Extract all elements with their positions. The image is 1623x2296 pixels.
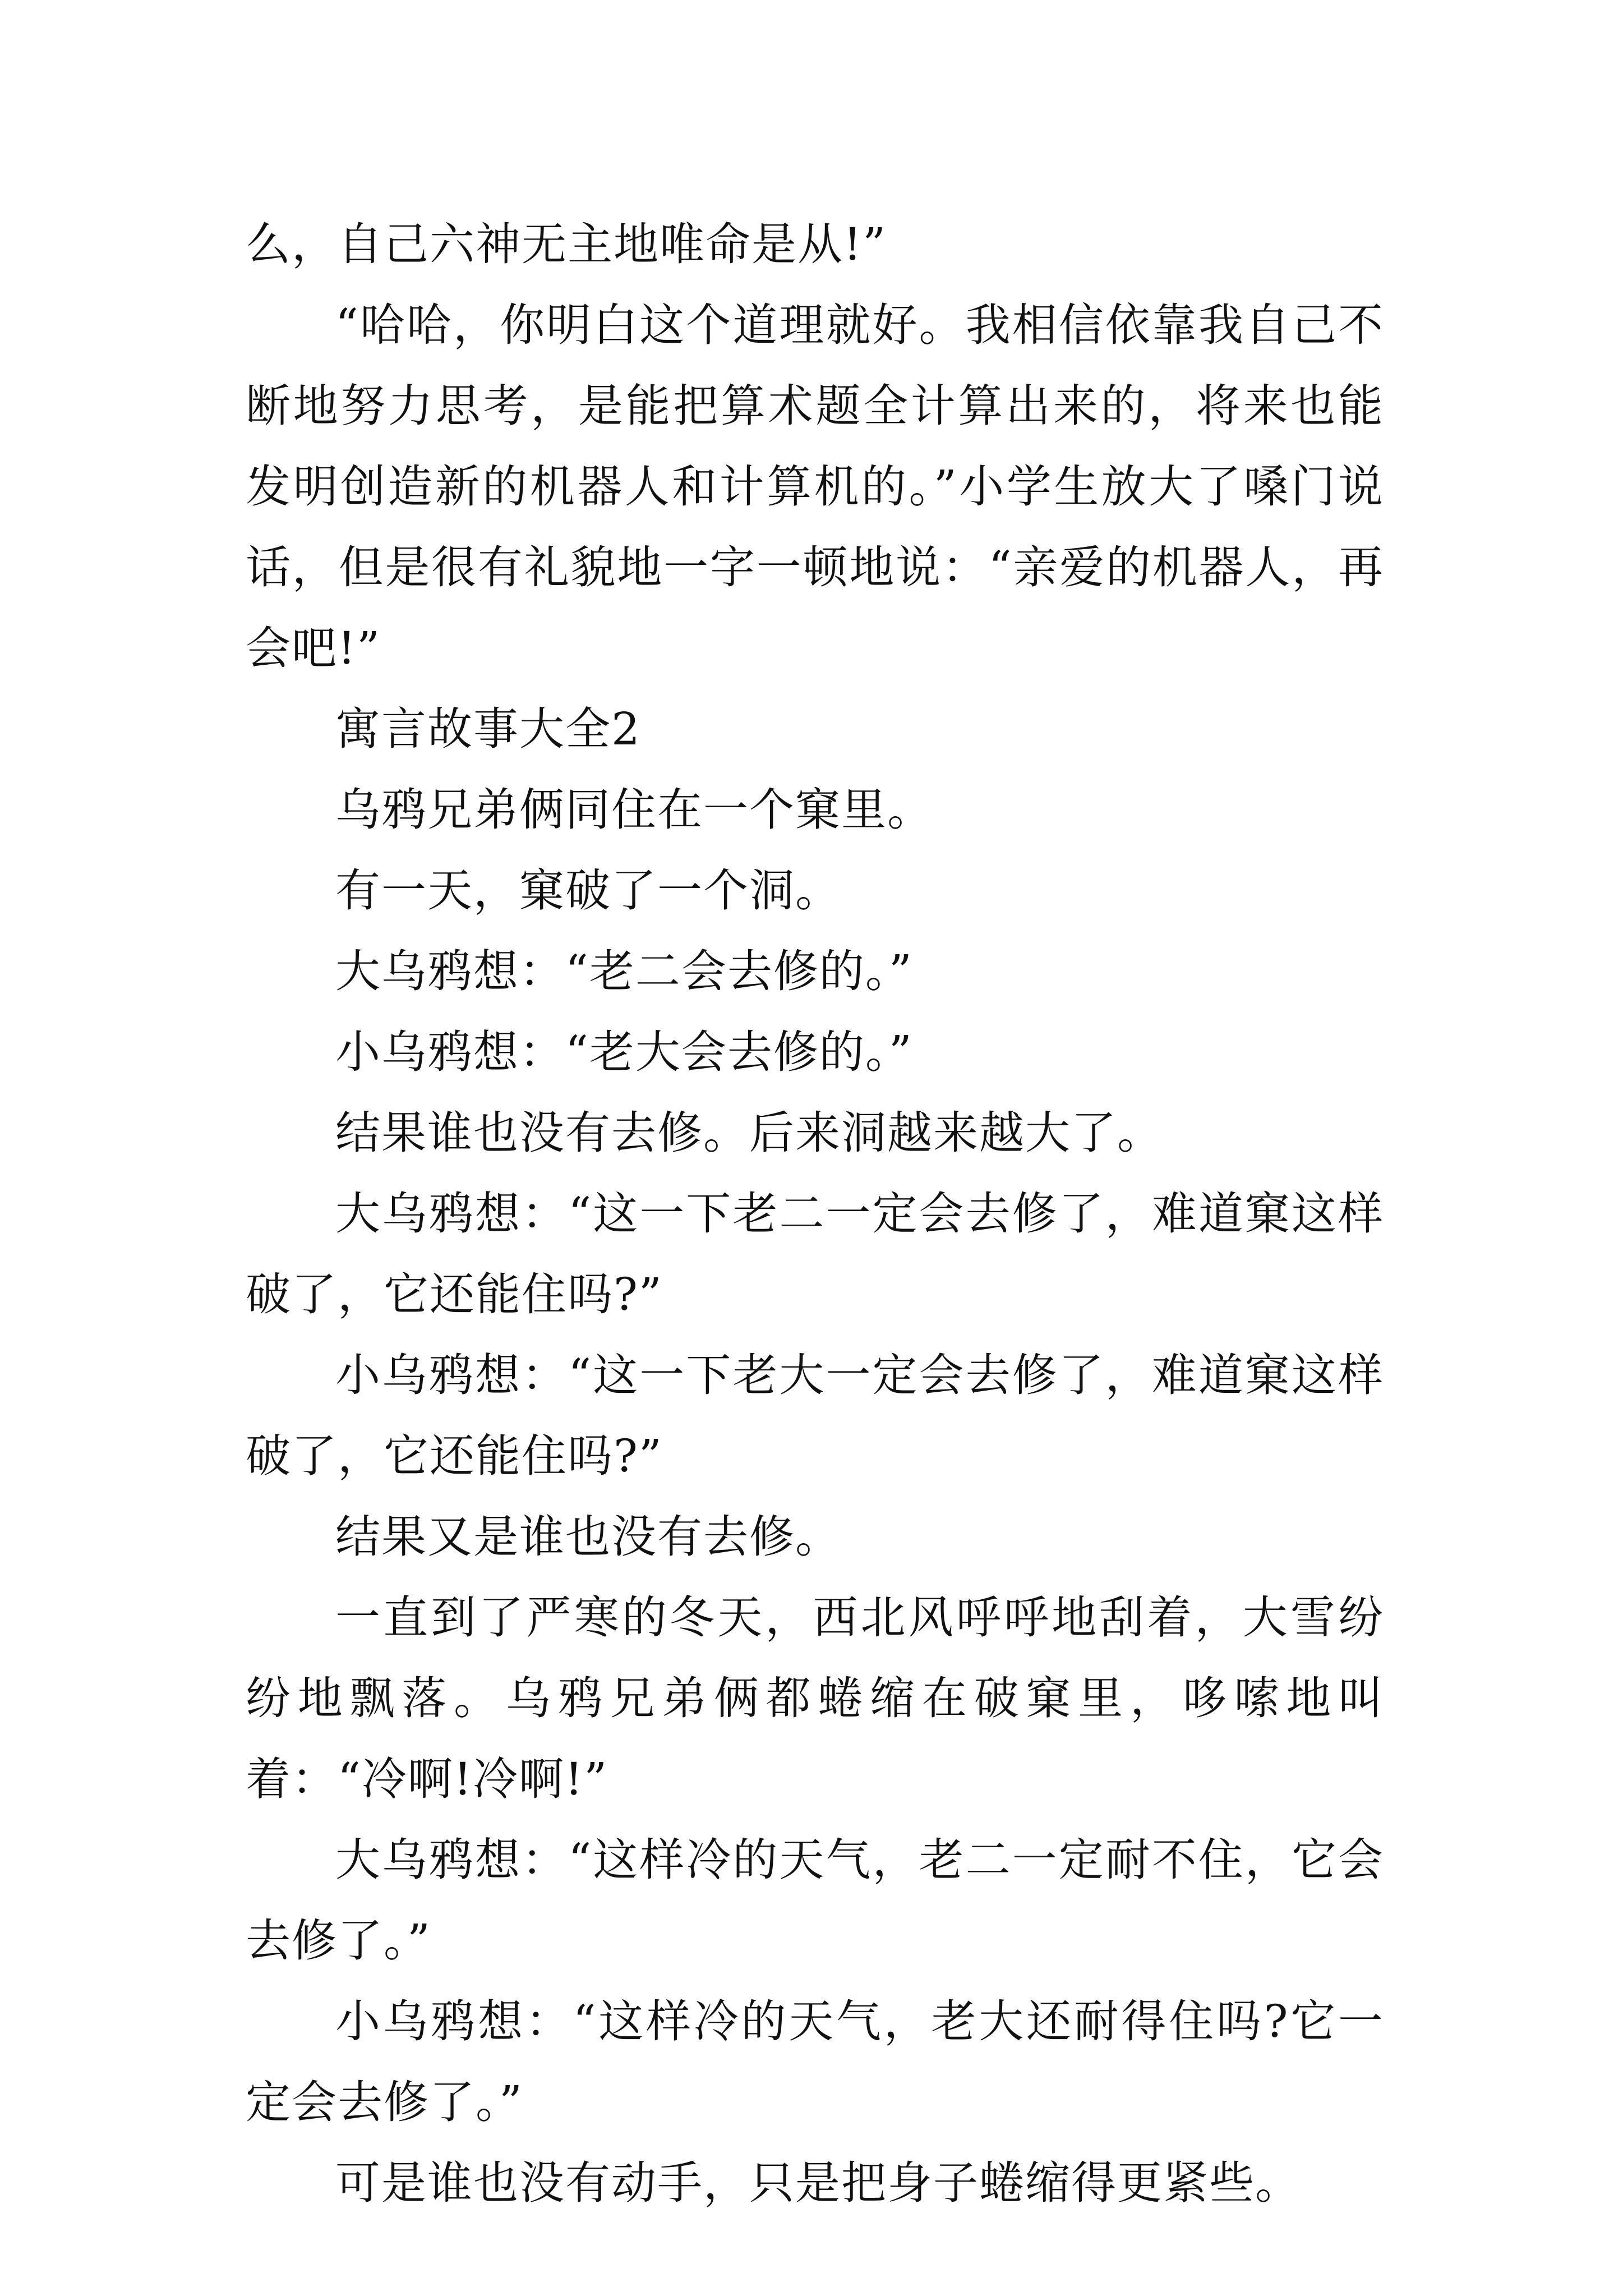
body-text [246,204,1384,2224]
paragraph: 小乌鸦想：“老大会去修的。” [335,1026,913,1078]
section-heading: 寓言故事大全2 [335,703,641,755]
paragraph: 一直到了严寒的冬天，西北风呼呼地刮着，大雪纷纷地飘落。乌鸦兄弟俩都蜷缩在破窠里，哆嗦地叫着：“冷啊!冷啊!” [246,1591,1384,1805]
paragraph: 大乌鸦想：“这一下老二一定会去修了，难道窠这样破了，它还能住吗?” [246,1188,1384,1320]
paragraph: 么，自己六神无主地唯命是从!” [246,218,887,270]
paragraph: “哈哈，你明白这个道理就好。我相信依靠我自己不断地努力思考，是能把算术题全计算出来的，将来也能发明创造新的机器人和计算机的。”小学生放大了嗓门说话，但是很有礼貌地一字一顿地说：“亲爱的机器人，再会吧!” [246,299,1384,674]
paragraph: 小乌鸦想：“这样冷的天气，老大还耐得住吗?它一定会去修了。” [246,1995,1384,2128]
paragraph: 小乌鸦想：“这一下老大一定会去修了，难道窠这样破了，它还能住吗?” [246,1349,1384,1482]
paragraph: 结果又是谁也没有去修。 [335,1511,841,1563]
paragraph: 有一天，窠破了一个洞。 [335,864,841,917]
paragraph: 乌鸦兄弟俩同住在一个窠里。 [335,784,933,836]
paragraph: 可是谁也没有动手，只是把身子蜷缩得更紧些。 [335,2157,1301,2209]
paragraph: 大乌鸦想：“老二会去修的。” [335,945,913,997]
paragraph: 大乌鸦想：“这样冷的天气，老二一定耐不住，它会去修了。” [246,1834,1384,1967]
paragraph: 结果谁也没有去修。后来洞越来越大了。 [335,1107,1163,1159]
